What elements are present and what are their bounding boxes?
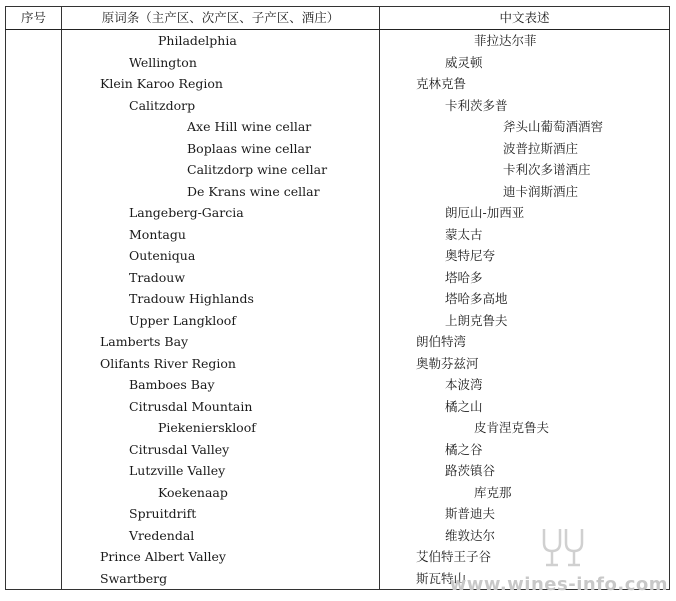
- row-index-cell: [6, 396, 62, 418]
- chinese-term-text: 蒙太古: [445, 226, 483, 242]
- watermark-text: www.wines-info.com: [449, 574, 668, 595]
- chinese-term-cell: [380, 374, 670, 396]
- original-term-cell: De Krans wine cellar: [62, 181, 380, 203]
- chinese-term-cell: [380, 331, 670, 353]
- chinese-term-text: 路茨镇谷: [445, 463, 496, 478]
- row-index-cell: [6, 116, 62, 138]
- original-term-cell: Langeberg-Garcia: [62, 202, 380, 224]
- row-index-cell: [6, 525, 62, 547]
- wine-glass-logo-icon: [538, 525, 588, 571]
- chinese-term-text: 克林克鲁: [416, 76, 467, 91]
- table-row: [6, 460, 670, 482]
- chinese-term-text: 塔哈多高地: [445, 291, 508, 306]
- chinese-term-text: 维敦达尔: [445, 527, 496, 543]
- row-index-cell: [6, 95, 62, 117]
- row-index-cell: [6, 245, 62, 267]
- chinese-term-text: 卡利次多谱酒庄: [503, 162, 591, 177]
- original-term-cell: Piekenierskloof: [62, 417, 380, 439]
- chinese-term-text: 皮肯涅克鲁夫: [474, 420, 550, 435]
- chinese-term-text: 库克那: [474, 484, 512, 500]
- row-index-cell: [6, 353, 62, 375]
- chinese-term-text: 橘之山: [445, 398, 483, 414]
- chinese-term-cell: [380, 310, 670, 332]
- table-row: [6, 310, 670, 332]
- table-row: [6, 95, 670, 117]
- row-index-cell: [6, 374, 62, 396]
- chinese-term-cell: [380, 417, 670, 439]
- original-term-cell: Olifants River Region: [62, 353, 380, 375]
- chinese-term-cell: [380, 267, 670, 289]
- chinese-term-text: 上朗克鲁夫: [445, 312, 508, 328]
- row-index-cell: [6, 310, 62, 332]
- original-term-cell: Bamboes Bay: [62, 374, 380, 396]
- chinese-term-cell: [380, 30, 670, 52]
- row-index-cell: [6, 73, 62, 95]
- chinese-term-cell: [380, 95, 670, 117]
- table-header-row: [6, 7, 670, 30]
- table-row: [6, 439, 670, 461]
- original-term-cell: Swartberg: [62, 568, 380, 590]
- chinese-term-cell: [380, 482, 670, 504]
- chinese-term-cell: [380, 73, 670, 95]
- chinese-term-text: 本波湾: [445, 377, 483, 392]
- chinese-term-text: 奥勒芬兹河: [416, 355, 479, 371]
- row-index-cell: [6, 267, 62, 289]
- original-term-cell: Tradouw Highlands: [62, 288, 380, 310]
- row-index-cell: [6, 181, 62, 203]
- row-index-cell: [6, 224, 62, 246]
- original-term-cell: Upper Langkloof: [62, 310, 380, 332]
- chinese-term-cell: [380, 525, 670, 547]
- chinese-term-text: 波普拉斯酒庄: [503, 140, 579, 156]
- table-row: [6, 503, 670, 525]
- original-term-cell: Lamberts Bay: [62, 331, 380, 353]
- row-index-cell: [6, 331, 62, 353]
- document-page: [5, 6, 669, 598]
- original-term-cell: Outeniqua: [62, 245, 380, 267]
- original-term-cell: Tradouw: [62, 267, 380, 289]
- row-index-cell: [6, 503, 62, 525]
- original-term-cell: Klein Karoo Region: [62, 73, 380, 95]
- chinese-term-text: 塔哈多: [445, 269, 483, 285]
- chinese-term-cell: [380, 138, 670, 160]
- chinese-term-cell: [380, 202, 670, 224]
- table-row: [6, 52, 670, 74]
- row-index-cell: [6, 30, 62, 52]
- chinese-term-cell: [380, 245, 670, 267]
- chinese-term-text: 威灵顿: [445, 54, 483, 70]
- table-row: [6, 159, 670, 181]
- chinese-term-text: 朗厄山-加西亚: [445, 205, 525, 220]
- chinese-term-cell: [380, 546, 670, 568]
- table-row: [6, 30, 670, 52]
- row-index-cell: [6, 568, 62, 590]
- original-term-cell: Boplaas wine cellar: [62, 138, 380, 160]
- table-row: [6, 417, 670, 439]
- chinese-term-cell: [380, 460, 670, 482]
- chinese-term-text: 艾伯特王子谷: [416, 549, 492, 564]
- table-row: [6, 482, 670, 504]
- row-index-cell: [6, 138, 62, 160]
- original-term-cell: Citrusdal Mountain: [62, 396, 380, 418]
- chinese-term-cell: [380, 224, 670, 246]
- original-term-cell: Vredendal: [62, 525, 380, 547]
- row-index-cell: [6, 417, 62, 439]
- row-index-cell: [6, 546, 62, 568]
- chinese-term-cell: [380, 181, 670, 203]
- header-index: 序号: [6, 7, 62, 30]
- row-index-cell: [6, 460, 62, 482]
- original-term-cell: Koekenaap: [62, 482, 380, 504]
- table-row: [6, 73, 670, 95]
- row-index-cell: [6, 482, 62, 504]
- table-row: [6, 224, 670, 246]
- original-term-cell: Wellington: [62, 52, 380, 74]
- original-term-cell: Citrusdal Valley: [62, 439, 380, 461]
- chinese-term-text: 橘之谷: [445, 441, 483, 457]
- row-index-cell: [6, 159, 62, 181]
- table-row: [6, 181, 670, 203]
- table-row: [6, 116, 670, 138]
- chinese-term-cell: [380, 288, 670, 310]
- original-term-cell: Axe Hill wine cellar: [62, 116, 380, 138]
- table-row: [6, 288, 670, 310]
- chinese-term-text: 朗伯特湾: [416, 334, 467, 349]
- table-row: [6, 267, 670, 289]
- row-index-cell: [6, 288, 62, 310]
- chinese-term-cell: [380, 159, 670, 181]
- chinese-term-cell: [380, 353, 670, 375]
- original-term-cell: Prince Albert Valley: [62, 546, 380, 568]
- chinese-term-text: 奥特尼夸: [445, 248, 496, 263]
- chinese-term-text: 斧头山葡萄酒酒窖: [503, 119, 604, 134]
- table-row: [6, 353, 670, 375]
- table-body: [6, 30, 670, 590]
- header-original-term: 原词条（主产区、次产区、子产区、酒庄）: [62, 7, 380, 30]
- chinese-term-cell: [380, 503, 670, 525]
- table-row: [6, 374, 670, 396]
- row-index-cell: [6, 439, 62, 461]
- header-chinese: 中文表述: [380, 7, 670, 30]
- original-term-cell: Lutzville Valley: [62, 460, 380, 482]
- original-term-cell: Philadelphia: [62, 30, 380, 52]
- chinese-term-cell: [380, 396, 670, 418]
- chinese-term-cell: [380, 116, 670, 138]
- chinese-term-text: 菲拉达尔菲: [474, 33, 537, 48]
- original-term-cell: Calitzdorp: [62, 95, 380, 117]
- table-row: [6, 331, 670, 353]
- chinese-term-text: 迪卡润斯酒庄: [503, 183, 579, 199]
- row-index-cell: [6, 52, 62, 74]
- row-index-cell: [6, 202, 62, 224]
- original-term-cell: Calitzdorp wine cellar: [62, 159, 380, 181]
- table-row: [6, 138, 670, 160]
- original-term-cell: Spruitdrift: [62, 503, 380, 525]
- table-row: [6, 202, 670, 224]
- chinese-term-text: 斯普迪夫: [445, 506, 496, 521]
- chinese-term-cell: [380, 439, 670, 461]
- table-row: [6, 396, 670, 418]
- chinese-term-text: 斯瓦特山: [416, 570, 467, 586]
- original-term-cell: Montagu: [62, 224, 380, 246]
- wine-region-table: [5, 6, 670, 590]
- chinese-term-text: 卡利茨多普: [445, 97, 508, 113]
- table-row: [6, 245, 670, 267]
- chinese-term-cell: [380, 52, 670, 74]
